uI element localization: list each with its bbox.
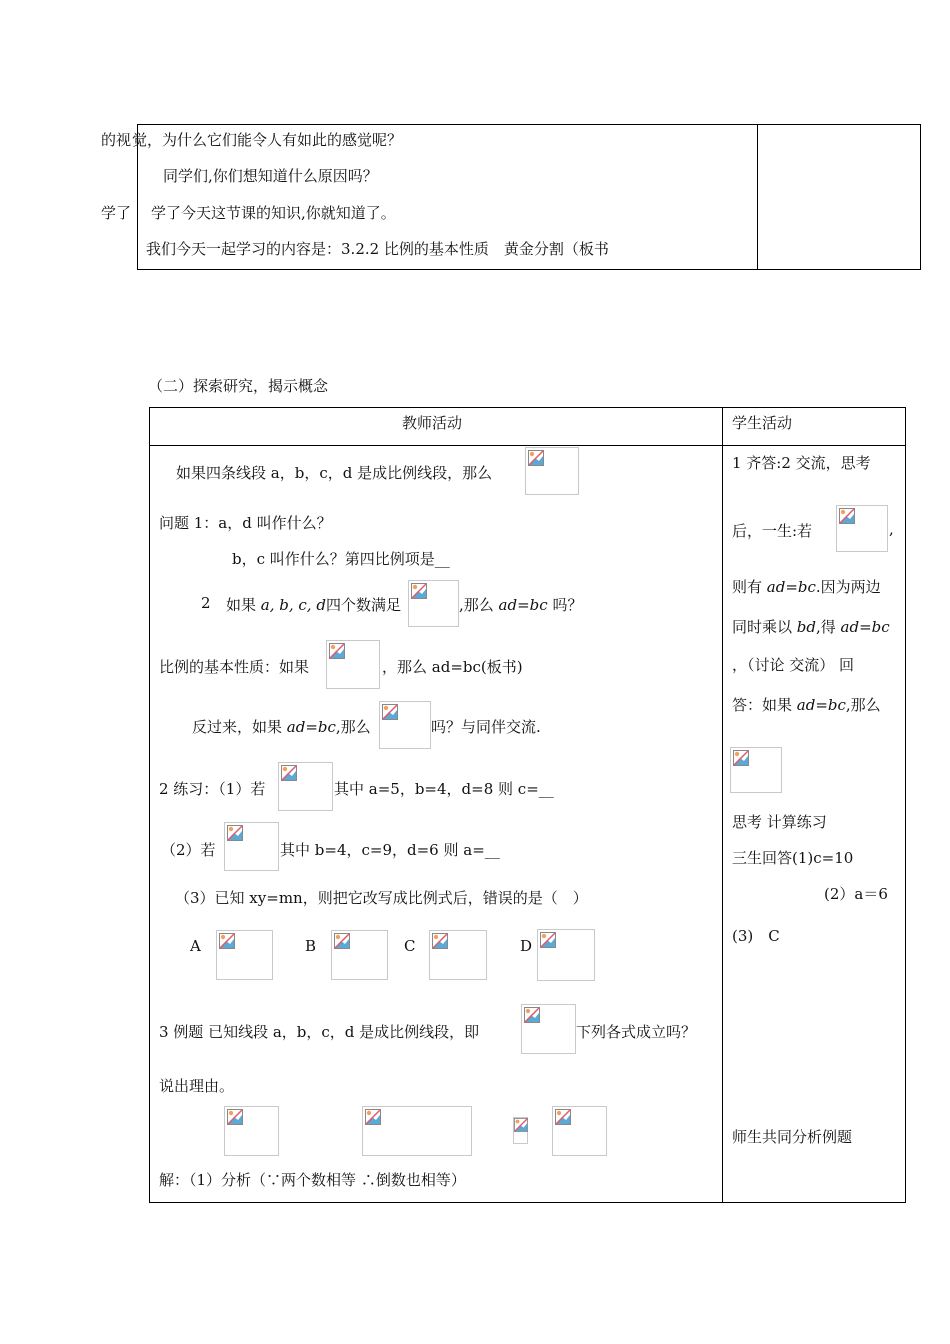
s6-a: 答：如果 (732, 696, 797, 714)
broken-image-icon (528, 450, 544, 466)
s3-a: 则有 (732, 578, 767, 596)
converse-a: 反过来，如果 (192, 718, 287, 736)
broken-image-icon (514, 1118, 528, 1132)
formula-image (326, 640, 380, 689)
question-2-text (226, 594, 401, 615)
question-2-tail (459, 594, 582, 615)
formula-image (525, 447, 579, 495)
property-text-b: ，那么 ad=bc(板书) (382, 658, 523, 676)
broken-image-icon (382, 704, 398, 720)
s6-b: ,那么 (845, 696, 881, 714)
q2-part-c: ,那么 (459, 596, 499, 614)
solution-text: 解：（1）分析（∵两个数相等 ∴倒数也相等） (159, 1171, 466, 1189)
student-line-10: (3) C (732, 927, 780, 945)
broken-image-icon (432, 933, 448, 949)
broken-image-icon (524, 1007, 540, 1023)
s4-bd: bd (796, 618, 816, 636)
option-c-label: C (404, 937, 416, 955)
option-d-label: D (520, 937, 533, 955)
exercise-1b: 其中 a=5，b=4，d=8 则 c=__ (334, 780, 554, 798)
margin-text-2: 学了 (101, 204, 132, 222)
s3-b: .因为两边 (815, 578, 881, 596)
formula-image-small (513, 1117, 528, 1144)
student-line-6 (732, 694, 881, 715)
margin-text-1: 的视 (101, 131, 132, 149)
converse-b: ,那么 (335, 718, 371, 736)
q2-part-a: 如果 (226, 596, 261, 614)
top-line-2: 同学们,你们想知道什么原因吗？ (163, 167, 378, 185)
option-a-label: A (190, 937, 201, 955)
formula-image (552, 1106, 607, 1156)
broken-image-icon (411, 583, 427, 599)
broken-image-icon (365, 1109, 381, 1125)
header-divider (149, 445, 906, 446)
q2-part-d: 吗？ (547, 596, 583, 614)
formula-image (278, 762, 333, 811)
formula-image (224, 1106, 279, 1156)
broken-image-icon (227, 825, 243, 841)
broken-image-icon (334, 933, 350, 949)
formula-image (836, 505, 888, 552)
q2-vars: a, b, c, d (260, 596, 326, 614)
student-line-8: 三生回答(1)c=10 (732, 849, 854, 867)
question-2-num: 2 (201, 594, 211, 612)
student-line-1: 1 齐答:2 交流，思考 (732, 454, 871, 472)
column-divider (722, 407, 723, 1203)
broken-image-icon (839, 508, 855, 524)
section-heading: （二）探索研究，揭示概念 (148, 377, 329, 395)
exercise-3: （3）已知 xy=mn，则把它改写成比例式后，错误的是（ ） (175, 889, 588, 907)
formula-image (521, 1004, 576, 1054)
s4-a: 同时乘以 (732, 618, 797, 636)
header-teacher: 教师活动 (402, 414, 463, 432)
option-a-image (216, 930, 273, 980)
student-line-5: ，（讨论 交流） 回 (732, 656, 855, 674)
student-line-4 (732, 616, 890, 637)
broken-image-icon (733, 750, 749, 766)
option-b-label: B (305, 937, 317, 955)
student-line-7: 思考 计算练习 (732, 813, 827, 831)
q2-part-b: 四个数满足 (325, 596, 401, 614)
formula-image (730, 747, 782, 793)
student-line-11: 师生共同分析例题 (732, 1128, 853, 1146)
example-text-c: 说出理由。 (159, 1077, 235, 1095)
example-text-a: 3 例题 已知线段 a，b，c，d 是成比例线段，即 (159, 1023, 480, 1041)
converse-eq: ad=bc (286, 718, 336, 736)
s4-eq: ad=bc (840, 618, 890, 636)
question-1b: b，c 叫作什么？第四比例项是__ (232, 550, 450, 568)
formula-image (379, 701, 431, 749)
s4-b: ,得 (816, 618, 841, 636)
broken-image-icon (555, 1109, 571, 1125)
exercise-2b: 其中 b=4，c=9，d=6 则 a=__ (280, 841, 500, 859)
formula-image (362, 1106, 472, 1156)
student-line-9: (2）a＝6 (824, 885, 888, 903)
s3-eq: ad=bc (766, 578, 816, 596)
top-line-1: 觉，为什么它们能令人有如此的感觉呢？ (132, 131, 403, 149)
property-text-a: 比例的基本性质：如果 (159, 658, 310, 676)
s6-eq: ad=bc (796, 696, 846, 714)
option-c-image (429, 930, 487, 980)
converse-text (192, 716, 371, 737)
question-1: 问题 1：a，d 叫作什么？ (159, 514, 332, 532)
broken-image-icon (540, 932, 556, 948)
q2-equation: ad=bc (498, 596, 548, 614)
intro-text: 如果四条线段 a，b，c，d 是成比例线段，那么 (176, 464, 493, 482)
option-d-image (537, 929, 595, 981)
student-line-3 (732, 576, 881, 597)
broken-image-icon (281, 765, 297, 781)
broken-image-icon (227, 1109, 243, 1125)
broken-image-icon (219, 933, 235, 949)
student-line-2: 后，一生:若 (732, 522, 813, 540)
broken-image-icon (329, 643, 345, 659)
top-table-divider (757, 124, 758, 270)
option-b-image (331, 930, 388, 980)
example-text-b: 下列各式成立吗？ (576, 1023, 697, 1041)
student-line-2-end: , (889, 520, 894, 538)
exercise-1a: 2 练习：（1）若 (159, 780, 266, 798)
converse-c: 吗？与同伴交流. (431, 718, 541, 736)
exercise-2a: （2）若 (161, 841, 216, 859)
formula-image (408, 580, 459, 627)
header-student: 学生活动 (732, 414, 793, 432)
top-line-3: 学了今天这节课的知识,你就知道了。 (151, 204, 396, 222)
top-line-4: 我们今天一起学习的内容是：3.2.2 比例的基本性质 黄金分割（板书 (146, 240, 609, 258)
formula-image (224, 822, 279, 871)
